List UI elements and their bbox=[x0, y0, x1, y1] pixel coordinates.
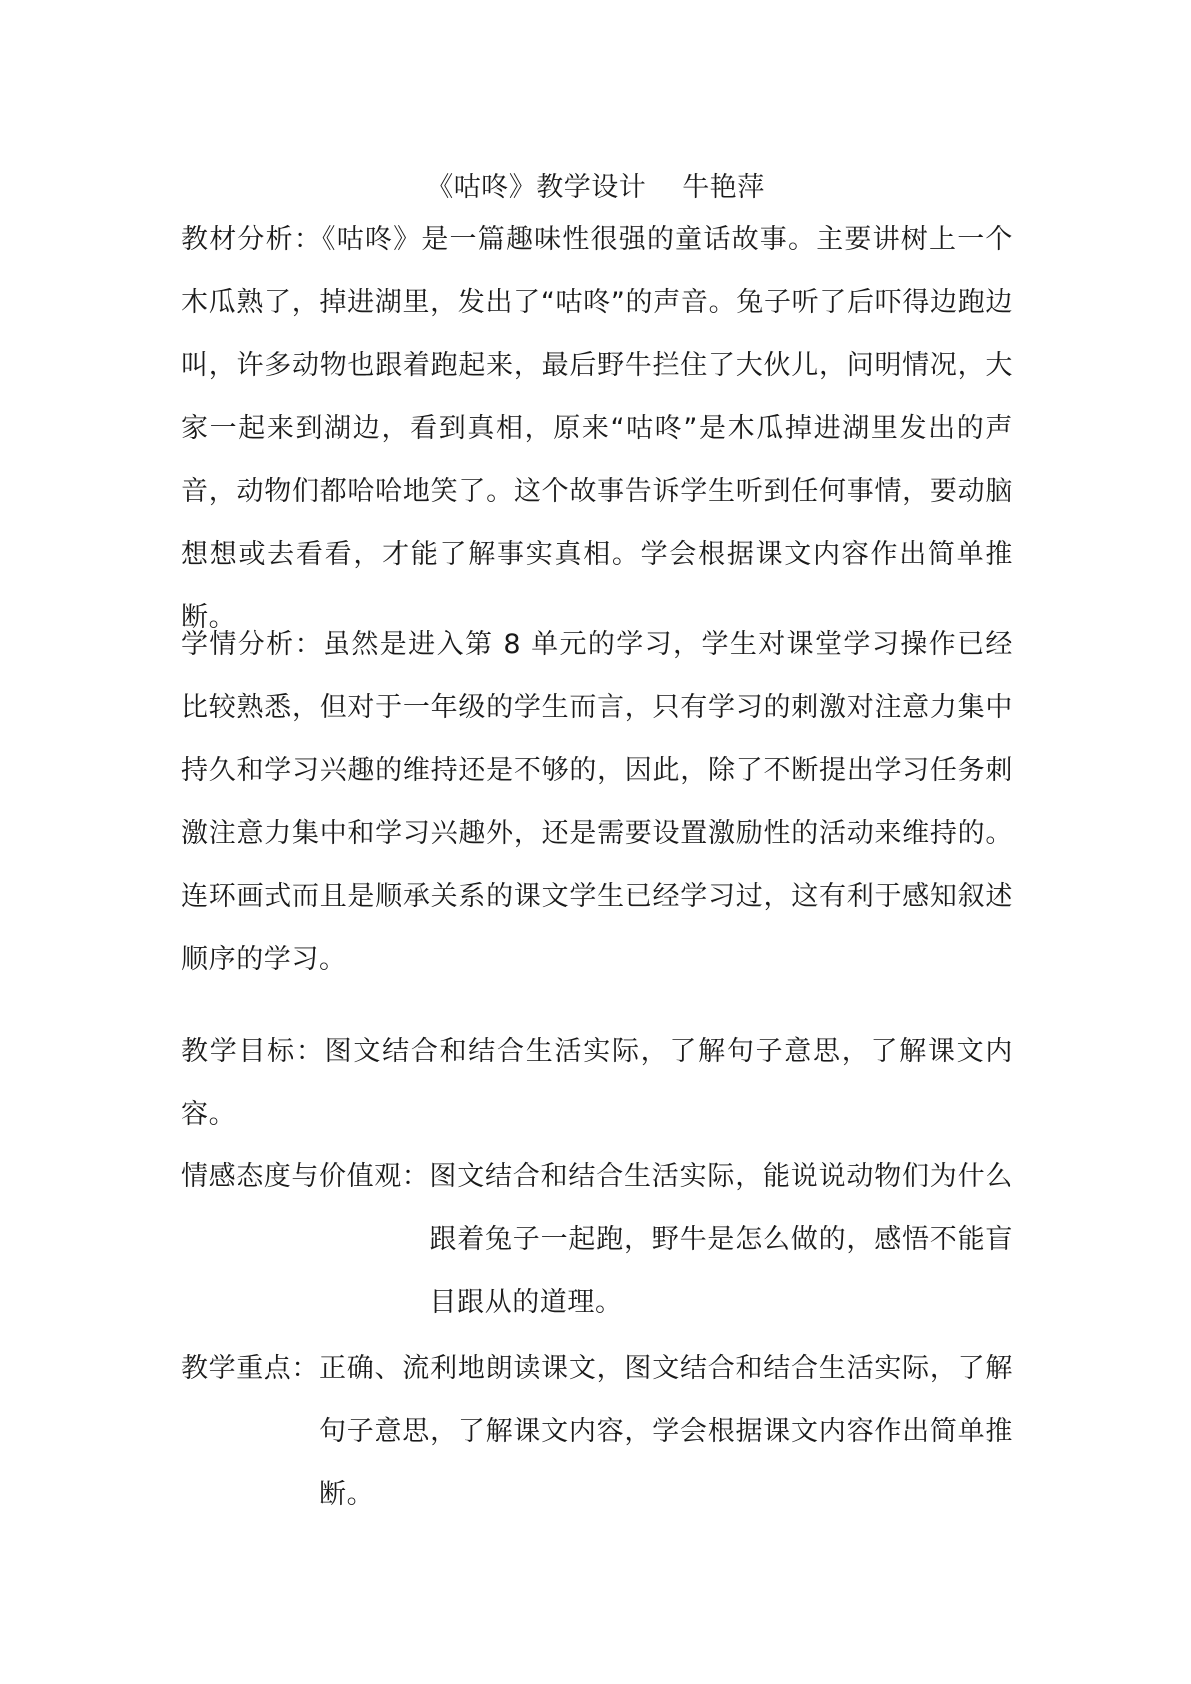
section-material-analysis bbox=[181, 208, 1013, 649]
material-analysis-paragraph bbox=[181, 208, 1013, 649]
student-analysis-text: 虽然是进入第 8 单元的学习，学生对课堂学习操作已经比较熟悉，但对于一年级的学生而言，只有学习的刺激对注意力集中持久和学习兴趣的维持还是不够的，因此，除了不断提出学习任务刺激注意力集中和学习兴趣外，还是需要设置激励性的活动来维持的。连环画式而且是顺承关系的课文学生已经学习过，这有利于感知叙述顺序的学习。 bbox=[181, 629, 1013, 975]
teaching-goal-label: 教学目标： bbox=[181, 1036, 325, 1067]
section-teaching-focus bbox=[181, 1337, 1013, 1526]
author-name: 牛艳萍 bbox=[682, 172, 765, 203]
material-analysis-label: 教材分析： bbox=[181, 224, 323, 255]
section-student-analysis bbox=[181, 613, 1013, 991]
student-analysis-label: 学情分析： bbox=[181, 629, 323, 660]
teaching-focus-text: 正确、流利地朗读课文，图文结合和结合生活实际，了解句子意思，了解课文内容，学会根据课文内容作出简单推断。 bbox=[319, 1353, 1013, 1510]
teaching-goal-paragraph bbox=[181, 1020, 1013, 1146]
section-emotion-values bbox=[181, 1145, 1013, 1334]
material-analysis-text: 《咕咚》是一篇趣味性很强的童话故事。主要讲树上一个木瓜熟了，掉进湖里，发出了“咕咚”的声音。兔子听了后吓得边跑边叫，许多动物也跟着跑起来，最后野牛拦住了大伙儿，问明情况，大家一起来到湖边，看到真相，原来“咕咚”是木瓜掉进湖里发出的声音，动物们都哈哈地笑了。这个故事告诉学生听到任何事情，要动脑想想或去看看，才能了解事实真相。学会根据课文内容作出简单推断。 bbox=[181, 224, 1014, 633]
student-analysis-paragraph bbox=[181, 613, 1013, 991]
teaching-focus-label: 教学重点： bbox=[181, 1353, 319, 1384]
section-teaching-goal bbox=[181, 1020, 1013, 1146]
teaching-goal-text: 图文结合和结合生活实际，了解句子意思，了解课文内容。 bbox=[181, 1036, 1014, 1130]
title-text: 《咕咚》教学设计 bbox=[426, 172, 647, 203]
document-title bbox=[0, 168, 1191, 208]
emotion-values-label: 情感态度与价值观： bbox=[181, 1161, 430, 1192]
emotion-values-text: 图文结合和结合生活实际，能说说动物们为什么跟着兔子一起跑，野牛是怎么做的，感悟不能盲目跟从的道理。 bbox=[429, 1161, 1013, 1318]
